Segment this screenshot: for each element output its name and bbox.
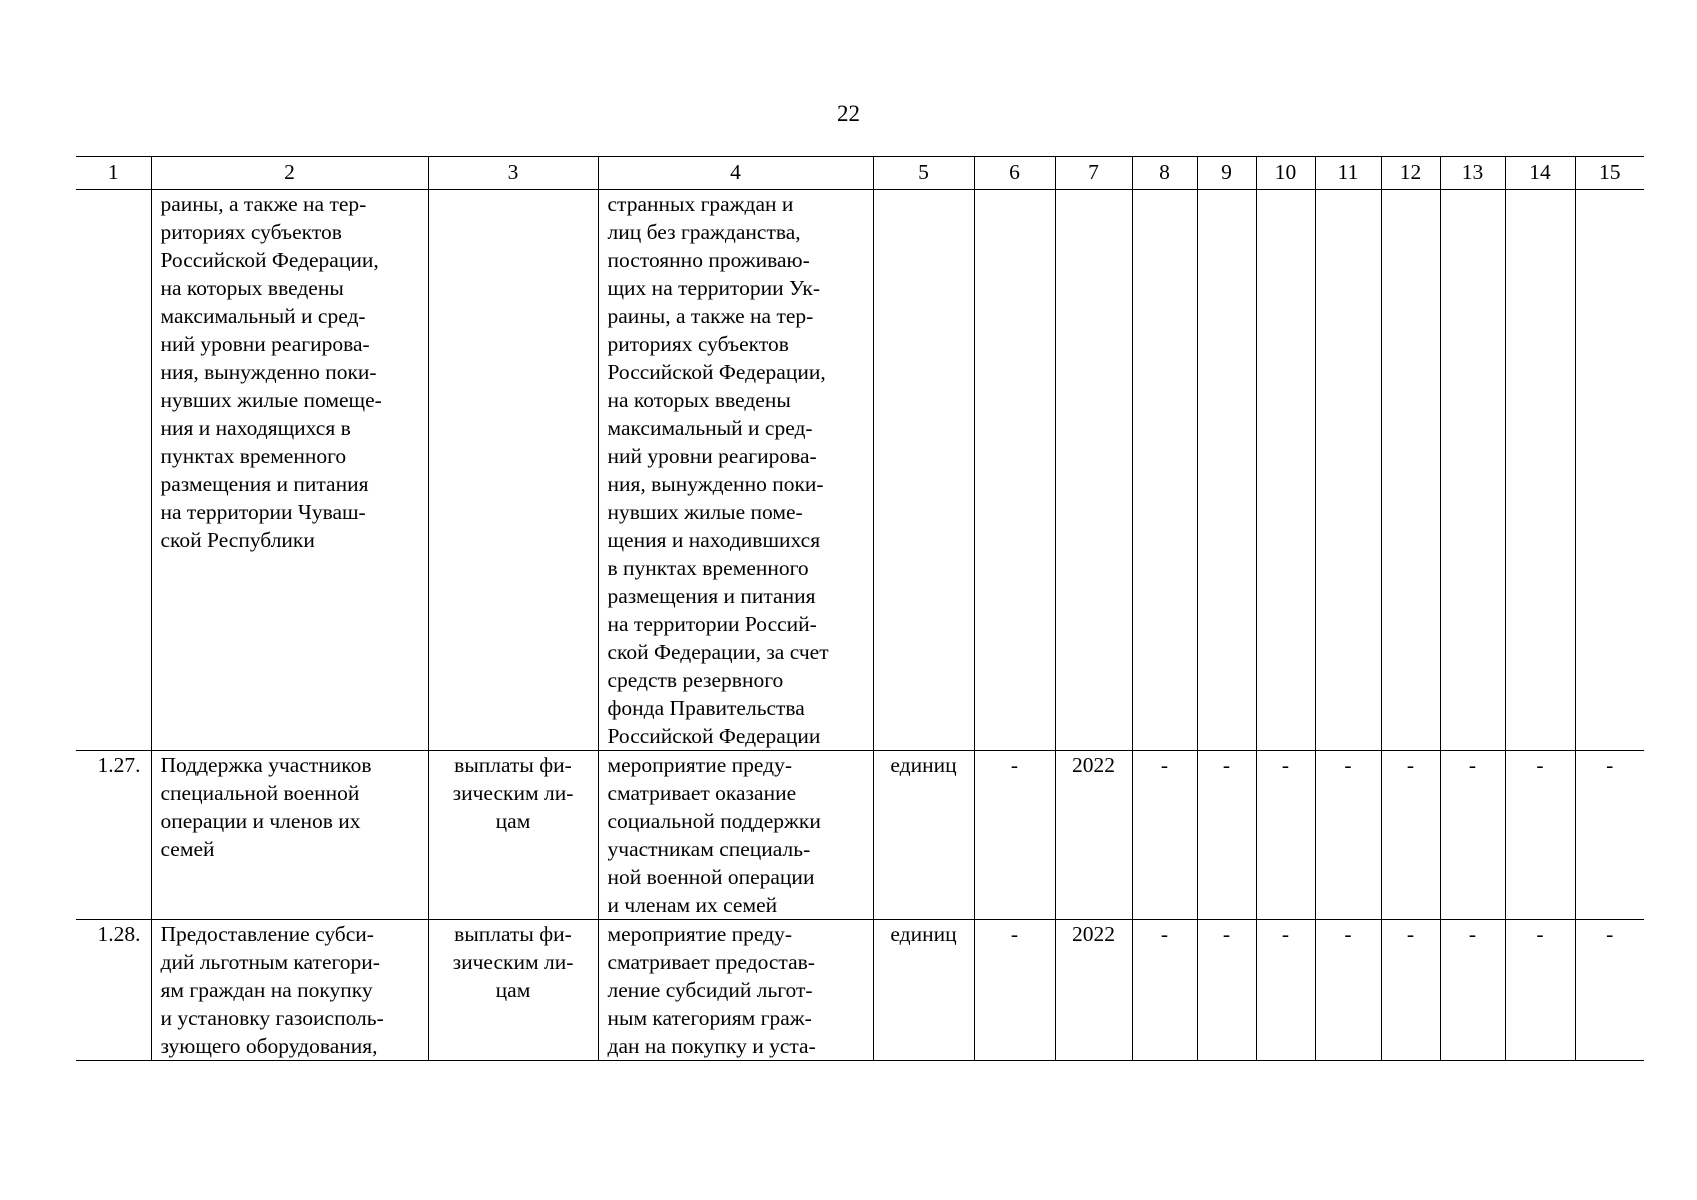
text-line: цам — [495, 809, 531, 833]
text-line: зическим ли- — [452, 781, 574, 805]
text-line: риториях субъектов — [160, 220, 342, 244]
measure-name-cell — [151, 190, 428, 751]
value-cell — [1575, 190, 1644, 751]
text-line: ской Республики — [160, 528, 315, 552]
column-header: 10 — [1256, 157, 1315, 190]
text-line: операции и членов их — [160, 809, 361, 833]
value-cell: - — [1575, 751, 1644, 920]
text-line: ния и находящихся в — [160, 416, 351, 440]
text-line: специальной военной — [160, 781, 360, 805]
value-cell — [1440, 190, 1505, 751]
text-line: ской Федерации, за счет — [607, 640, 829, 664]
text-line: ям граждан на покупку — [160, 978, 373, 1002]
value-cell: - — [1197, 751, 1256, 920]
text-line: странных граждан и — [607, 192, 794, 216]
text-line: ний уровни реагирова- — [160, 332, 370, 356]
text-line: мероприятие преду- — [607, 753, 792, 777]
column-header: 12 — [1381, 157, 1440, 190]
column-header: 13 — [1440, 157, 1505, 190]
text-line: цам — [495, 978, 531, 1002]
unit-cell — [873, 190, 974, 751]
text-line: в пунктах временного — [607, 556, 809, 580]
description-cell — [598, 190, 873, 751]
column-header: 2 — [151, 157, 428, 190]
text-line: мероприятие преду- — [607, 922, 792, 946]
text-line: зующего оборудования, — [160, 1034, 378, 1058]
text-line: максимальный и сред- — [607, 416, 813, 440]
value-cell: - — [1315, 920, 1381, 1061]
table-row — [76, 920, 1644, 1061]
column-header: 7 — [1055, 157, 1132, 190]
column-header: 1 — [76, 157, 151, 190]
value-cell: - — [1132, 920, 1197, 1061]
text-line: Российской Федерации — [607, 724, 821, 748]
text-line: Российской Федерации, — [160, 248, 379, 272]
column-header: 15 — [1575, 157, 1644, 190]
text-line: риториях субъектов — [607, 332, 789, 356]
text-line: раины, а также на тер- — [607, 304, 814, 328]
value-cell: - — [974, 920, 1055, 1061]
column-header: 14 — [1505, 157, 1575, 190]
text-line: постоянно проживаю- — [607, 248, 810, 272]
text-line: дий льготным категори- — [160, 950, 380, 974]
table-row — [76, 190, 1644, 751]
value-cell: - — [1440, 920, 1505, 1061]
value-cell — [1505, 190, 1575, 751]
value-cell: - — [1315, 751, 1381, 920]
value-cell — [1315, 190, 1381, 751]
text-line: нувших жилые поме- — [607, 500, 803, 524]
payment-type-cell — [428, 920, 598, 1061]
value-cell: - — [1256, 751, 1315, 920]
text-line: фонда Правительства — [607, 696, 805, 720]
text-line: дан на покупку и уста- — [607, 1034, 816, 1058]
value-cell — [1197, 190, 1256, 751]
text-line: щения и находившихся — [607, 528, 821, 552]
value-cell: - — [1381, 920, 1440, 1061]
year-cell: 2022 — [1055, 920, 1132, 1061]
column-header: 4 — [598, 157, 873, 190]
row-number-cell: 1.27. — [76, 751, 151, 920]
text-line: размещения и питания — [160, 472, 369, 496]
value-cell — [1381, 190, 1440, 751]
value-cell: - — [1132, 751, 1197, 920]
text-line: на территории Россий- — [607, 612, 817, 636]
value-cell: - — [1440, 751, 1505, 920]
text-line: Предоставление субси- — [160, 922, 374, 946]
text-line: на которых введены — [160, 276, 344, 300]
text-line: ление субсидий льгот- — [607, 978, 813, 1002]
measure-name-cell — [151, 920, 428, 1061]
description-cell — [598, 920, 873, 1061]
text-line: ния, вынужденно поки- — [607, 472, 824, 496]
column-header: 11 — [1315, 157, 1381, 190]
text-line: щих на территории Ук- — [607, 276, 820, 300]
text-line: выплаты фи- — [454, 922, 572, 946]
row-number-cell — [76, 190, 151, 751]
value-cell: - — [1575, 920, 1644, 1061]
value-cell: - — [974, 751, 1055, 920]
text-line: раины, а также на тер- — [160, 192, 367, 216]
text-line: размещения и питания — [607, 584, 816, 608]
value-cell: - — [1505, 751, 1575, 920]
page-number: 22 — [837, 101, 860, 126]
text-line: сматривает предостав- — [607, 950, 815, 974]
text-line: ным категориям граж- — [607, 1006, 812, 1030]
text-line: максимальный и сред- — [160, 304, 366, 328]
text-line: лиц без гражданства, — [607, 220, 801, 244]
text-line: на которых введены — [607, 388, 791, 412]
value-cell — [1132, 190, 1197, 751]
payment-type-cell — [428, 751, 598, 920]
value-cell: - — [1381, 751, 1440, 920]
unit-cell: единиц — [873, 751, 974, 920]
description-cell — [598, 751, 873, 920]
value-cell: - — [1256, 920, 1315, 1061]
text-line: участникам специаль- — [607, 837, 811, 861]
text-line: на территории Чуваш- — [160, 500, 366, 524]
column-number-row — [76, 157, 1644, 190]
value-cell — [1256, 190, 1315, 751]
payment-type-cell — [428, 190, 598, 751]
text-line: и членам их семей — [607, 893, 778, 917]
text-line: ной военной операции — [607, 865, 815, 889]
measure-name-cell — [151, 751, 428, 920]
text-line: пунктах временного — [160, 444, 347, 468]
measures-table — [76, 156, 1644, 1061]
table-row — [76, 751, 1644, 920]
column-header: 3 — [428, 157, 598, 190]
text-line: сматривает оказание — [607, 781, 797, 805]
text-line: зическим ли- — [452, 950, 574, 974]
year-cell: 2022 — [1055, 751, 1132, 920]
value-cell: - — [1505, 920, 1575, 1061]
text-line: Поддержка участников — [160, 753, 372, 777]
text-line: Российской Федерации, — [607, 360, 826, 384]
text-line: социальной поддержки — [607, 809, 821, 833]
text-line: средств резервного — [607, 668, 784, 692]
text-line: семей — [160, 837, 215, 861]
text-line: ний уровни реагирова- — [607, 444, 817, 468]
year-cell — [1055, 190, 1132, 751]
text-line: ния, вынужденно поки- — [160, 360, 377, 384]
column-header: 6 — [974, 157, 1055, 190]
value-cell: - — [1197, 920, 1256, 1061]
text-line: и установку газоисполь- — [160, 1006, 384, 1030]
column-header: 5 — [873, 157, 974, 190]
column-header: 8 — [1132, 157, 1197, 190]
text-line: выплаты фи- — [454, 753, 572, 777]
row-number-cell: 1.28. — [76, 920, 151, 1061]
unit-cell: единиц — [873, 920, 974, 1061]
column-header: 9 — [1197, 157, 1256, 190]
text-line: нувших жилые помеще- — [160, 388, 382, 412]
value-cell — [974, 190, 1055, 751]
